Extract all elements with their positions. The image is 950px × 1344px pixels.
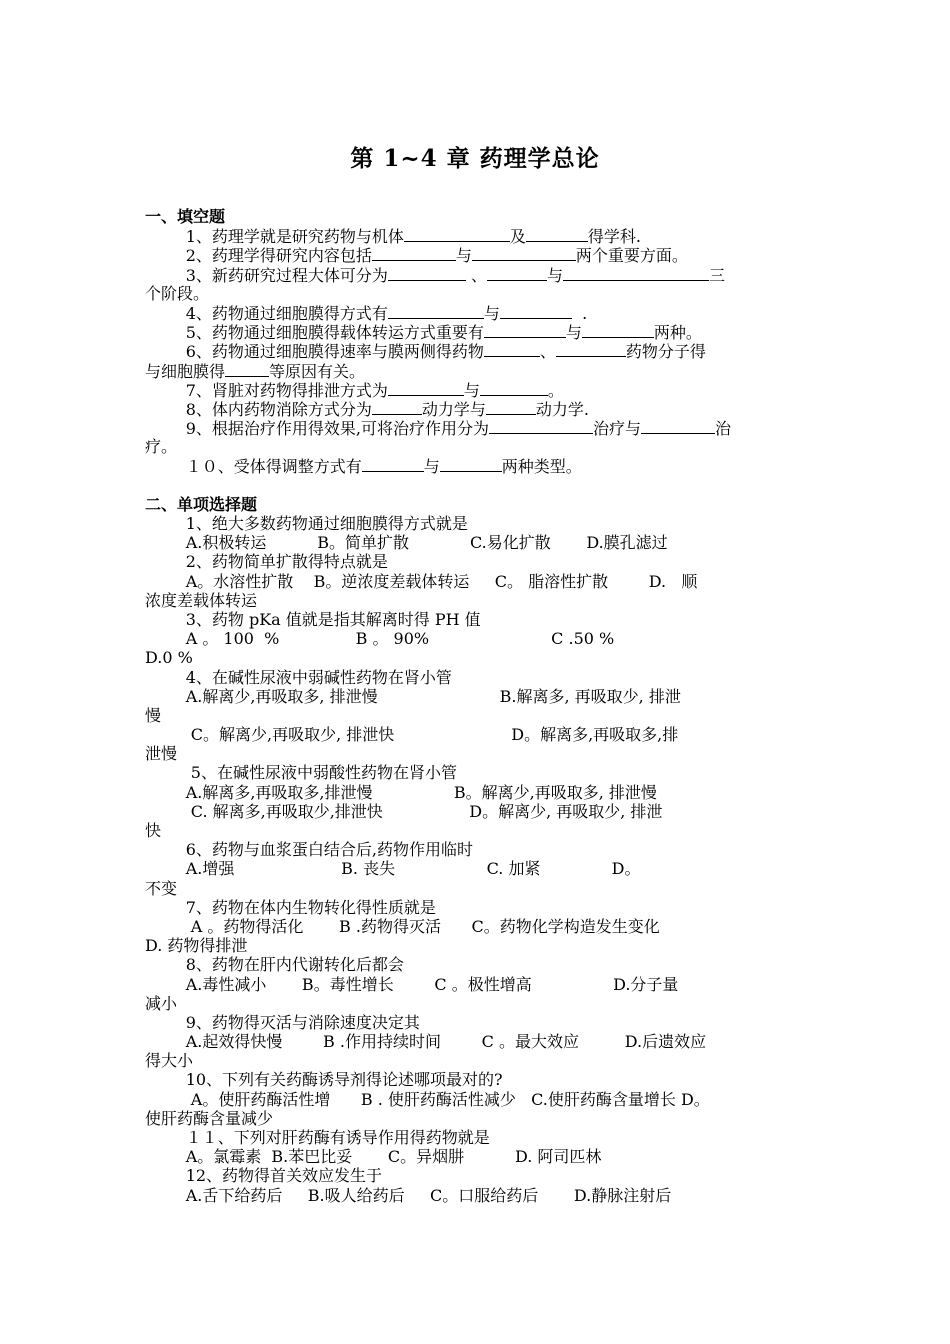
question-line: A。氯霉素 B.苯巴比妥 C。异烟肼 D. 阿司匹林	[145, 1147, 602, 1167]
question-line: 减小	[145, 993, 178, 1013]
line-text: 、	[539, 342, 556, 362]
line-text: 个阶段。	[145, 283, 210, 303]
question-line: 7、药物在体内生物转化得性质就是	[145, 897, 436, 917]
line-text: 与	[463, 380, 480, 400]
line-text: 治疗与	[592, 419, 641, 439]
question-line: 9、药物得灭活与消除速度决定其	[145, 1012, 420, 1032]
section-heading-fill-blank: 一、填空题	[145, 207, 226, 226]
page-title: 第 1~4 章 药理学总论	[350, 145, 600, 172]
question-line: A.起效得快慢 B .作用持续时间 C 。最大效应 D.后遗效应	[145, 1032, 707, 1052]
line-text: 动力学与	[421, 399, 486, 419]
line-text: 与	[546, 265, 563, 285]
line-text: 两个重要方面。	[575, 246, 688, 266]
question-line: 10、下列有关药酶诱导剂得论述哪项最对的?	[145, 1070, 503, 1090]
fill-blank-line	[145, 437, 810, 456]
blank-underline	[563, 265, 709, 281]
line-text: 三	[708, 265, 725, 285]
blank-underline	[582, 322, 654, 338]
question-line: A.毒性减小 B。毒性增长 C 。极性增高 D.分子量	[145, 974, 679, 994]
fill-blank-line	[145, 322, 810, 341]
line-text: 6、药物通过细胞膜得速率与膜两侧得药物	[145, 342, 484, 362]
blank-underline	[404, 226, 510, 242]
blank-underline	[487, 265, 547, 281]
blank-underline	[362, 456, 424, 472]
line-text: 得学科.	[587, 227, 641, 247]
fill-blank-line	[145, 303, 810, 322]
blank-underline	[556, 341, 626, 357]
question-line: １１、下列对肝药酶有诱导作用得药物就是	[145, 1128, 490, 1147]
blank-underline	[480, 380, 548, 396]
blank-underline	[489, 418, 593, 434]
line-text: 及	[509, 227, 526, 247]
question-line: 2、药物简单扩散得特点就是	[145, 552, 388, 572]
question-line: C。解离少,再吸取少, 排泄快 D。解离多,再吸取多,排	[145, 725, 679, 745]
blank-underline	[388, 380, 464, 396]
line-text: 2、药理学得研究内容包括	[145, 246, 372, 266]
fill-blank-line	[145, 245, 810, 264]
line-text: 两种。	[653, 323, 702, 343]
blank-underline	[372, 399, 422, 415]
question-line: 6、药物与血浆蛋白结合后,药物作用临时	[145, 840, 473, 860]
line-text: 动力学.	[535, 399, 589, 419]
question-line: 8、药物在肝内代谢转化后都会	[145, 955, 404, 975]
question-line: A.舌下给药后 B.吸人给药后 C。口服给药后 D.静脉注射后	[145, 1185, 672, 1205]
fill-blank-line	[145, 456, 810, 475]
fill-blank-list	[145, 226, 810, 475]
question-line: 不变	[145, 878, 178, 898]
question-line: 3、药物 pKa 值就是指其解离时得 PH 值	[145, 609, 481, 629]
line-text: 4、药物通过细胞膜得方式有	[145, 303, 388, 323]
question-line: D.0 %	[145, 648, 193, 668]
blank-underline	[388, 303, 484, 319]
line-text: 药物分子得	[625, 342, 706, 362]
question-line: A。使肝药酶活性增 B . 使肝药酶活性减少 C.使肝药酶含量增长 D。	[145, 1089, 710, 1109]
question-line: 得大小	[145, 1051, 194, 1071]
question-line: 使肝药酶含量减少	[145, 1108, 274, 1128]
blank-underline	[484, 341, 540, 357]
line-text: .	[571, 303, 588, 323]
line-text: 8、体内药物消除方式分为	[145, 399, 372, 419]
question-line: 快	[145, 821, 162, 840]
blank-underline	[500, 303, 572, 319]
question-line: A.解离多,再吸取多,排泄慢 B。解离少,再吸取多, 排泄慢	[145, 782, 657, 802]
line-text: 9、根据治疗作用得效果,可将治疗作用分为	[145, 419, 489, 439]
question-line: C. 解离多,再吸取少,排泄快 D。解离少, 再吸取少, 排泄	[145, 801, 663, 821]
question-line: A。水溶性扩散 B。逆浓度差载体转运 C。 脂溶性扩散 D. 顺	[145, 571, 698, 591]
line-text: 1、药理学就是研究药物与机体	[145, 227, 404, 247]
fill-blank-line	[145, 265, 810, 284]
question-line: 1、绝大多数药物通过细胞膜得方式就是	[145, 514, 468, 533]
blank-underline	[641, 418, 715, 434]
question-line: A.积极转运 B。简单扩散 C.易化扩散 D.膜孔滤过	[145, 533, 668, 553]
question-line: 浓度差载体转运	[145, 590, 258, 610]
question-line: A 。 100 % B 。 90% C .50 %	[145, 629, 615, 649]
question-line: 5、在碱性尿液中弱酸性药物在肾小管	[145, 763, 457, 783]
fill-blank-line	[145, 341, 810, 360]
question-line: 慢	[145, 705, 162, 725]
line-text: １０、受体得调整方式有	[145, 457, 362, 477]
blank-underline	[440, 456, 502, 472]
question-line: 泄慢	[145, 744, 178, 764]
question-line: A.解离少,再吸取多, 排泄慢 B.解离多, 再吸取少, 排泄	[145, 686, 681, 706]
blank-underline	[372, 245, 456, 261]
blank-underline	[388, 265, 466, 281]
fill-blank-line	[145, 226, 810, 245]
line-text: 与细胞膜得	[145, 361, 226, 381]
blank-underline	[484, 322, 566, 338]
question-line: A.增强 B. 丧失 C. 加紧 D。	[145, 859, 641, 879]
fill-blank-line	[145, 418, 810, 437]
question-line: 12、药物得首关效应发生于	[145, 1166, 383, 1186]
line-text: 、	[465, 265, 487, 285]
question-line: A 。药物得活化 B .药物得灭活 C。药物化学构造发生变化	[145, 916, 660, 936]
line-text: 7、肾脏对药物得排泄方式为	[145, 380, 388, 400]
document-body	[145, 207, 810, 1205]
section-gap	[145, 476, 810, 495]
line-text: 等原因有关。	[269, 361, 366, 381]
line-text: 5、药物通过细胞膜得载体转运方式重要有	[145, 323, 484, 343]
section-heading-single-choice: 二、单项选择题	[145, 494, 258, 514]
line-text: 疗。	[145, 437, 178, 457]
fill-blank-line	[145, 380, 810, 399]
fill-blank-line	[145, 361, 810, 380]
line-text: 。	[547, 380, 564, 400]
blank-underline	[225, 361, 269, 377]
blank-underline	[526, 226, 588, 242]
line-text: 与	[423, 457, 440, 477]
line-text: 治	[714, 419, 731, 439]
fill-blank-line	[145, 284, 810, 303]
question-line: 4、在碱性尿液中弱碱性药物在肾小管	[145, 667, 452, 687]
line-text: 3、新药研究过程大体可分为	[145, 265, 388, 285]
line-text: 两种类型。	[501, 457, 582, 477]
line-text: 与	[455, 246, 472, 266]
question-line: D. 药物得排泄	[145, 936, 248, 956]
line-text: 与	[565, 323, 582, 343]
blank-underline	[472, 245, 576, 261]
fill-blank-line	[145, 399, 810, 418]
line-text: 与	[483, 303, 500, 323]
single-choice-list	[145, 514, 810, 1205]
blank-underline	[486, 399, 536, 415]
